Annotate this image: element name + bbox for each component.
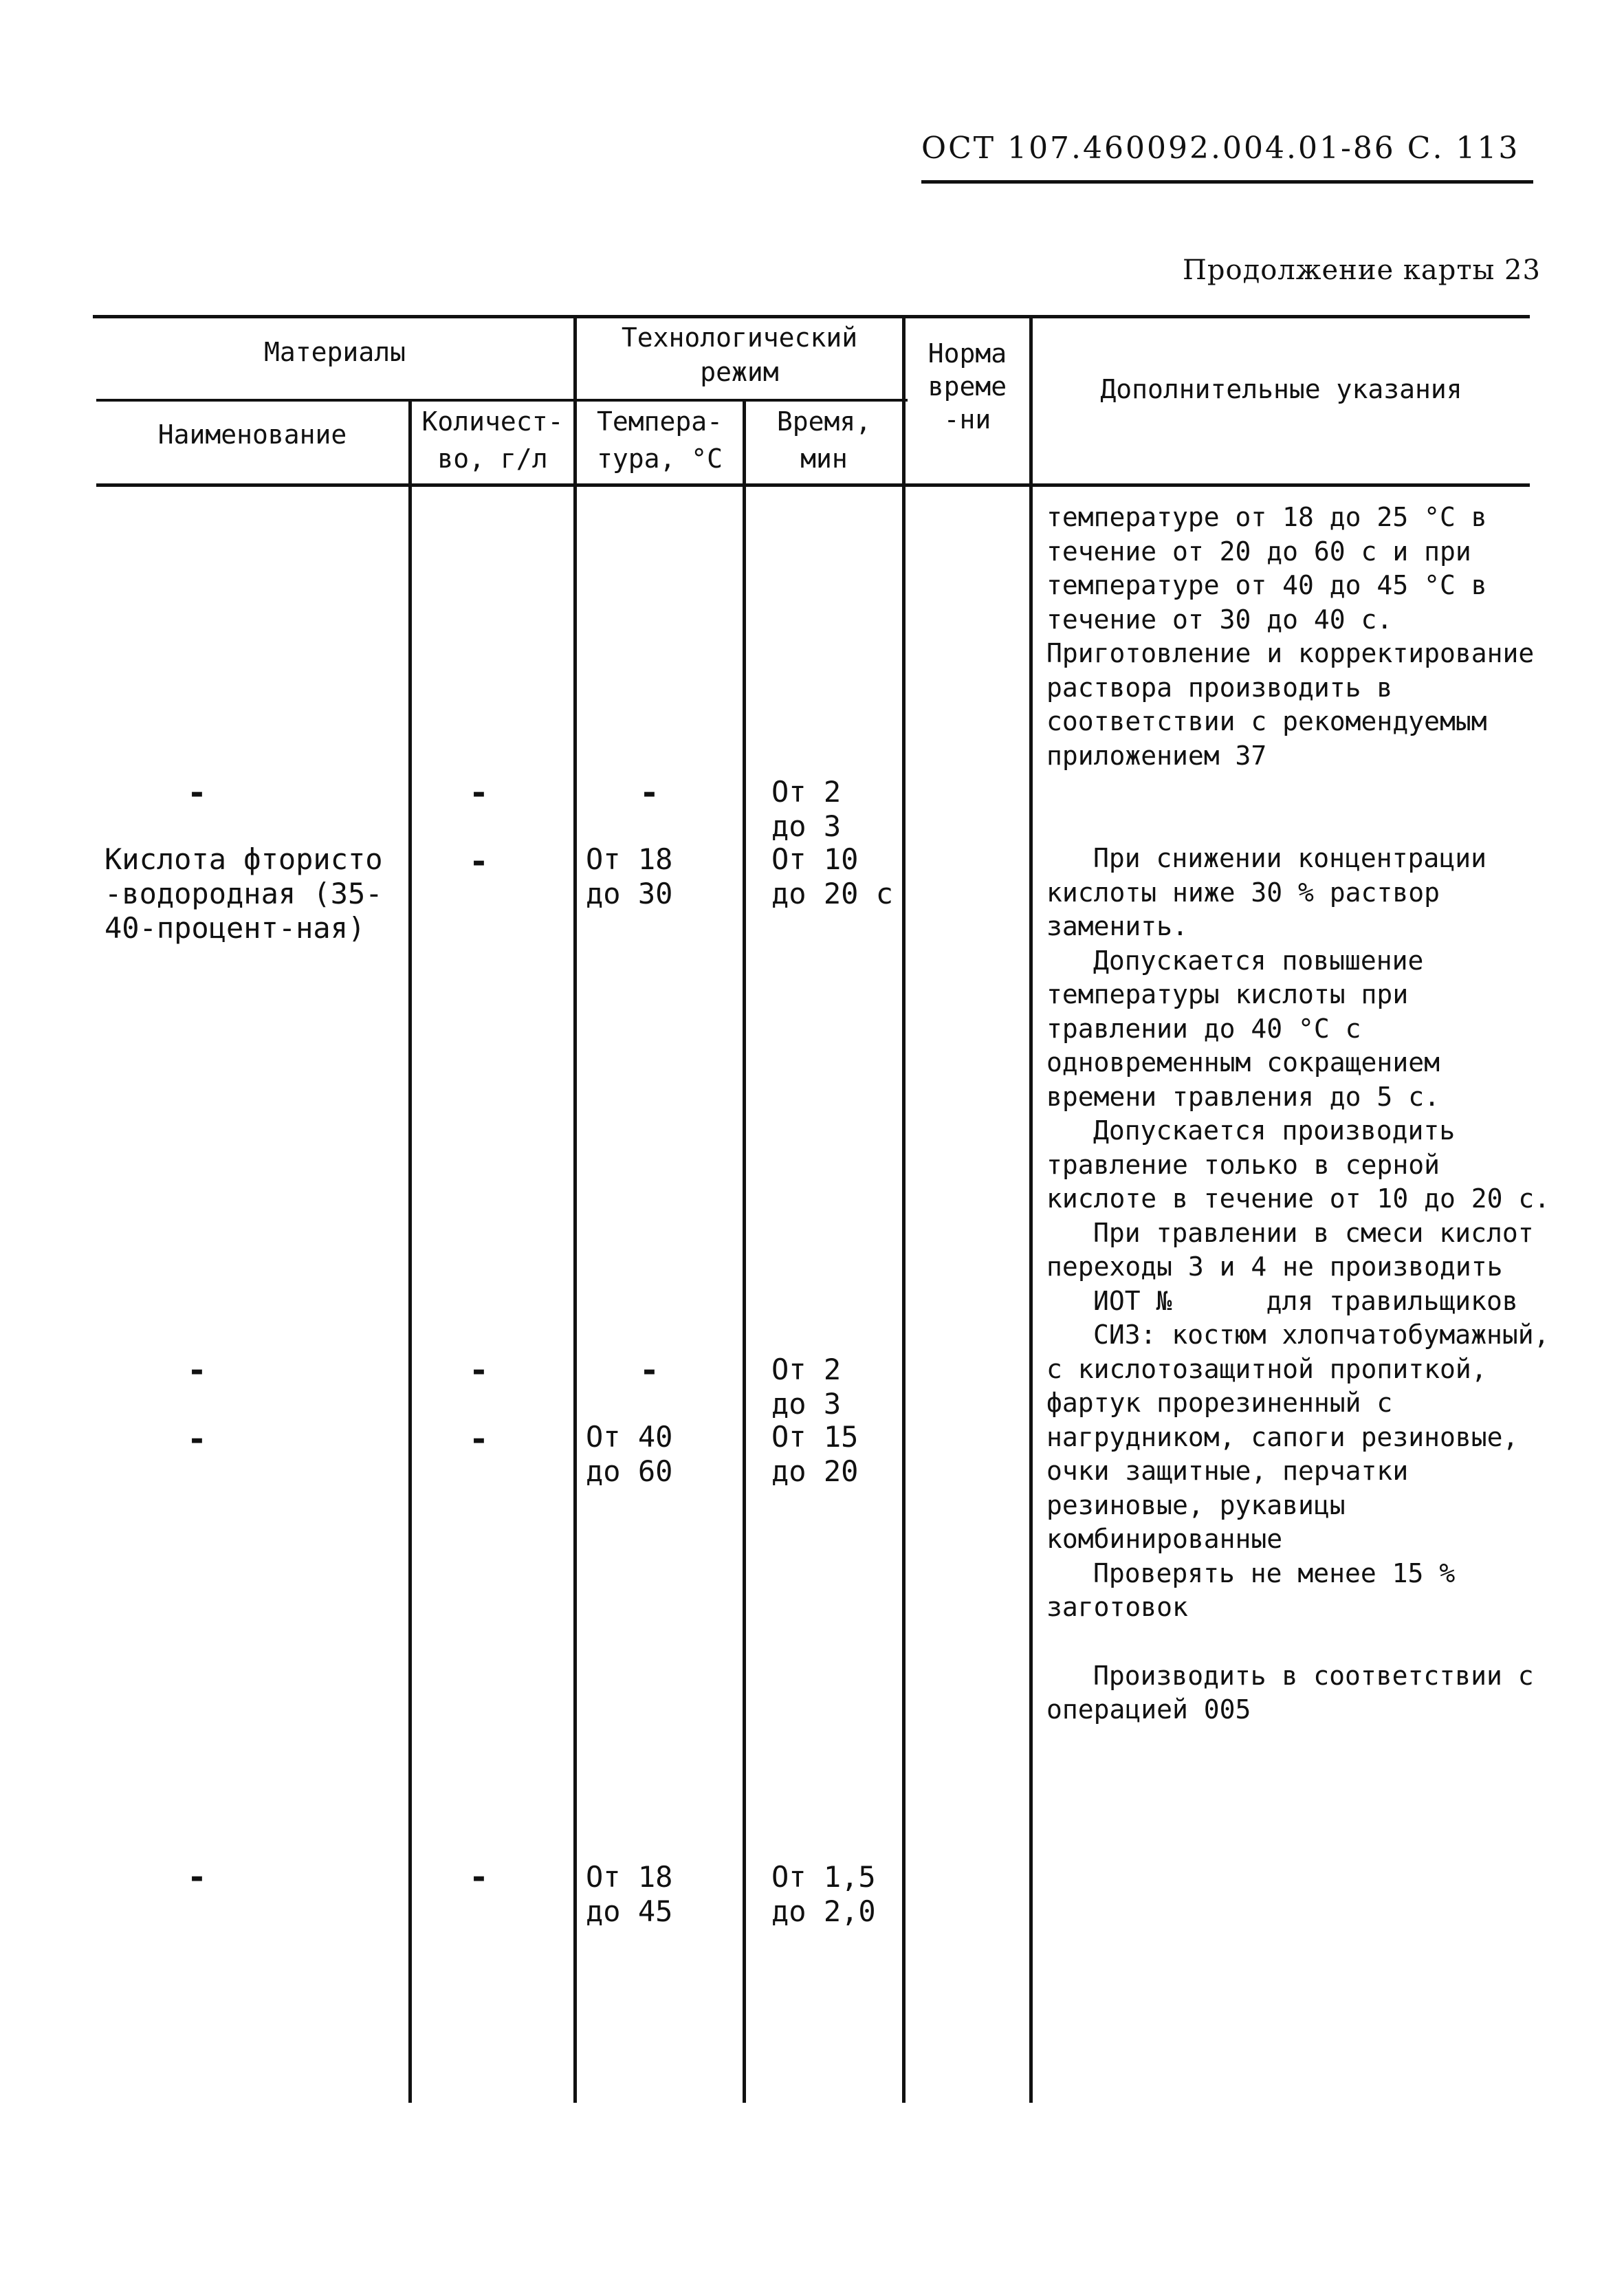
note-2: При снижении концентрации кислоты ниже 30 % раствор заменить. — [1046, 843, 1486, 941]
header-temperature: Темпера-тура, °С — [596, 406, 723, 474]
row1-name: - — [187, 774, 207, 812]
row1-temp: - — [639, 774, 659, 812]
note-9: Производить в соответствии с операцией 005 — [1046, 1660, 1534, 1725]
note-7: СИЗ: костюм хлопчатобумажный, с кислотозащитной пропиткой, фартук прорезиненный с нагрудником, сапоги резиновые, очки защитные, перчатки резиновые, рукавицы комбинированные — [1046, 1320, 1550, 1554]
header-bottom-rule — [96, 483, 1530, 487]
header-tech-mode: Технологический режим — [621, 322, 858, 387]
note-3: Допускается повышение температуры кислоты при травлении до 40 °С с одновременным сокращением времени травления до 5 с. — [1046, 945, 1440, 1112]
row3-name: - — [187, 1351, 207, 1390]
note-6: ИОТ № для травильщиков — [1093, 1285, 1518, 1316]
row2-time: От 10 до 20 с — [771, 842, 894, 910]
row2-temp: От 18 до 30 — [586, 842, 673, 910]
row5-name: - — [187, 1858, 207, 1896]
col-divider-4 — [902, 315, 906, 2103]
row1-qty: - — [469, 774, 489, 812]
header-norm-time: Норма време-ни — [928, 338, 1007, 435]
note-8: Проверять не менее 15 % заготовок — [1046, 1557, 1456, 1622]
col-divider-2 — [573, 315, 577, 2103]
row5-time: От 1,5 до 2,0 — [771, 1860, 876, 1928]
col-divider-3 — [743, 400, 746, 2103]
header-materials: Материалы — [264, 337, 406, 367]
header-time: Время, мин — [776, 406, 872, 474]
header-name: Наименование — [157, 419, 347, 450]
row5-temp: От 18 до 45 — [586, 1860, 673, 1928]
col-divider-1 — [408, 400, 412, 2103]
row4-temp: От 40 до 60 — [586, 1420, 673, 1488]
row2-qty: - — [469, 842, 489, 881]
row3-temp: - — [639, 1351, 659, 1390]
header-mid-rule-left — [96, 399, 908, 402]
row3-time: От 2 до 3 — [771, 1353, 842, 1421]
row1-time: От 2 до 3 — [771, 775, 842, 843]
row4-name: - — [187, 1420, 207, 1458]
note-4: Допускается производить травление только в серной кислоте в течение от 10 до 20 с. — [1046, 1115, 1550, 1214]
row4-time: От 15 до 20 — [771, 1420, 859, 1488]
header-rule — [921, 180, 1533, 184]
note-5: При травлении в смеси кислот переходы 3 и 4 не производить — [1046, 1217, 1534, 1282]
row3-qty: - — [469, 1351, 489, 1390]
table-top-rule — [93, 315, 1530, 318]
notes-block — [1046, 501, 1554, 1727]
row2-name: Кислота фтористо-водородная (35-40-процент-ная) — [105, 842, 383, 945]
continuation-label: Продолжение карты 23 — [1183, 254, 1541, 286]
row4-qty: - — [469, 1420, 489, 1458]
col-divider-5 — [1029, 315, 1033, 2103]
note-1: температуре от 18 до 25 °С в течение от 20 до 60 с и при температуре от 40 до 45 °С в течение от 30 до 40 с. Приготовление и корректирование раствора производить в соответствии с рекомендуемым приложением 37 — [1046, 502, 1535, 771]
header-extra: Дополнительные указания — [1100, 374, 1462, 404]
header-quantity: Количест-во, г/л — [421, 406, 564, 474]
document-code: ОСТ 107.460092.004.01-86 С. 113 — [921, 131, 1520, 166]
row5-qty: - — [469, 1858, 489, 1896]
